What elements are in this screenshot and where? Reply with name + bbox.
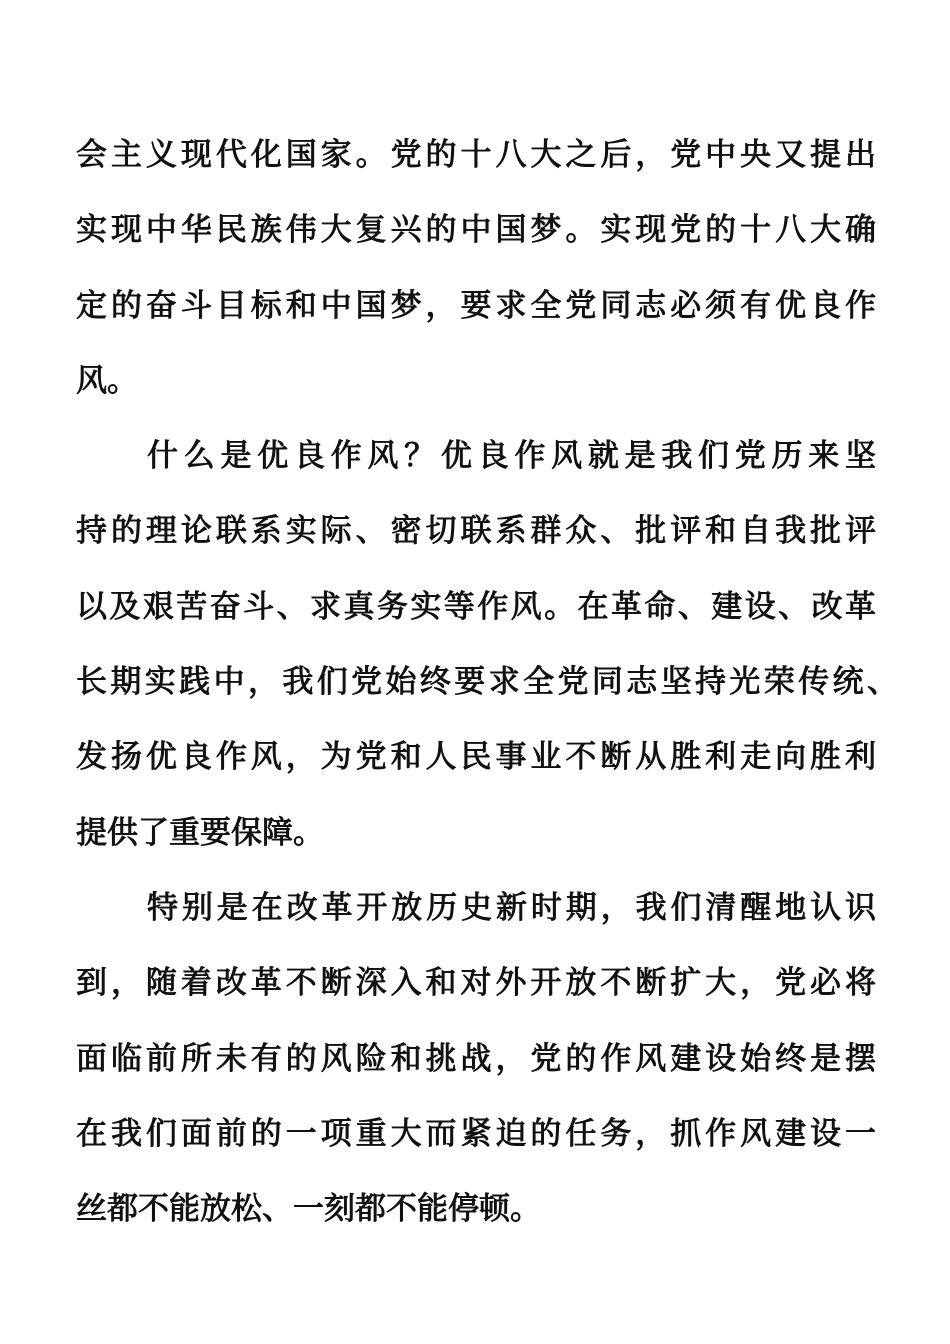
text-line: 面临前所未有的风险和挑战，党的作风建设始终是摆 bbox=[76, 1040, 876, 1077]
text-line: 丝都不能放松、一刻都不能停顿。 bbox=[76, 1191, 541, 1228]
text-line: 发扬优良作风，为党和人民事业不断从胜利走向胜利 bbox=[76, 739, 876, 776]
text-line: 特别是在改革开放历史新时期，我们清醒地认识 bbox=[147, 889, 876, 926]
body-text bbox=[76, 118, 898, 1247]
text-line: 提供了重要保障。 bbox=[76, 814, 324, 851]
text-line: 风。 bbox=[76, 362, 138, 399]
text-line: 以及艰苦奋斗、求真务实等作风。在革命、建设、改革 bbox=[76, 588, 876, 625]
text-line: 会主义现代化国家。党的十八大之后，党中央又提出 bbox=[76, 137, 876, 173]
text-line: 在我们面前的一项重大而紧迫的任务，抓作风建设一 bbox=[76, 1115, 876, 1152]
text-line: 定的奋斗目标和中国梦，要求全党同志必须有优良作 bbox=[76, 287, 876, 324]
text-line: 持的理论联系实际、密切联系群众、批评和自我批评 bbox=[76, 513, 876, 550]
text-line: 长期实践中，我们党始终要求全党同志坚持光荣传统、 bbox=[76, 664, 898, 701]
text-line: 什么是优良作风？优良作风就是我们党历来坚 bbox=[147, 438, 876, 475]
text-line: 到，随着改革不断深入和对外开放不断扩大，党必将 bbox=[76, 965, 876, 1002]
text-line: 实现中华民族伟大复兴的中国梦。实现党的十八大确 bbox=[76, 212, 876, 249]
